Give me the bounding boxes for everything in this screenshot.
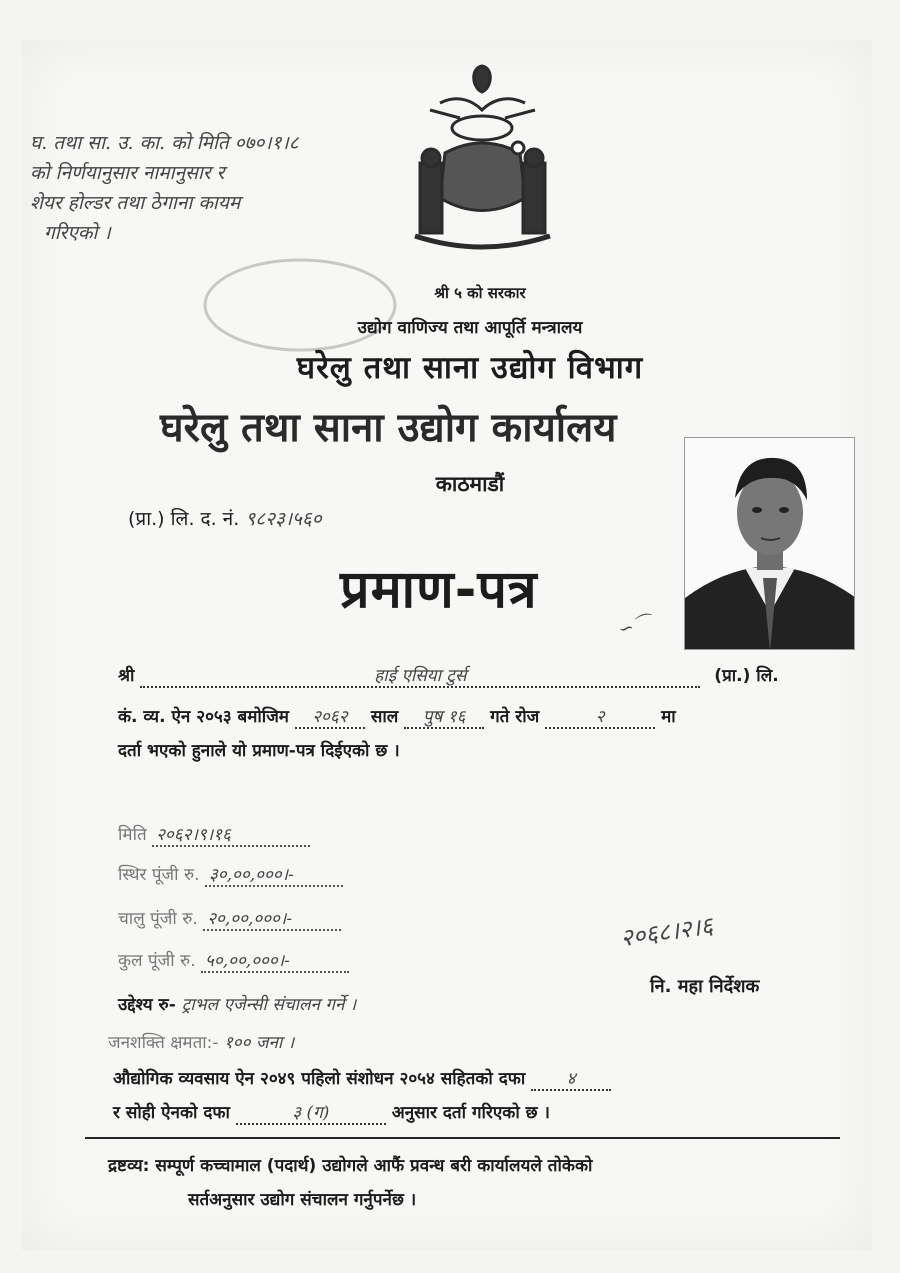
divider-rule: [85, 1137, 840, 1139]
field-value: २०,००,०००।-: [203, 906, 341, 931]
registration-number: [128, 505, 322, 531]
handwritten-note: [30, 128, 430, 248]
department-heading: घरेलु तथा साना उद्योग विभाग: [296, 350, 644, 386]
shree-label: श्री: [118, 666, 135, 686]
faint-stamp-mark: [200, 250, 400, 360]
handwritten-note-line: को निर्णयानुसार नामानुसार र: [30, 162, 225, 184]
purpose-label: उद्देश्य रु-: [118, 995, 176, 1015]
note-line-2: सर्तअनुसार उद्योग संचालन गर्नुपर्नेछ ।: [188, 1190, 417, 1210]
act-text-prefix: र सोही ऐनको दफा: [113, 1103, 230, 1123]
month-suffix: गते रोज: [490, 707, 540, 727]
field-total-capital: [118, 948, 349, 973]
photo-signature: ∽⌒: [616, 612, 654, 641]
field-value: ३०,००,०००।-: [205, 862, 343, 887]
registration-year: २०६२: [295, 704, 365, 729]
act-reference: कं. व्य. ऐन २०५३ बमोजिम: [118, 707, 289, 727]
handwritten-note-line: घ. तथा सा. उ. का. को मिति ०७०।१।८: [30, 132, 299, 154]
body-line-issued: दर्ता भएको हुनाले यो प्रमाण-पत्र दिईएको छ ।: [118, 741, 400, 761]
holder-photo: [684, 437, 855, 650]
field-label: स्थिर पूंजी रु.: [118, 865, 200, 885]
pvt-ltd-label: (प्रा.) लि.: [714, 666, 779, 686]
signatory-title: नि. महा निर्देशक: [650, 976, 760, 997]
signature-scribble: २०६८।२।६: [618, 911, 715, 953]
act-text: औद्योगिक व्यवसाय ऐन २०४९ पहिलो संशोधन २०५४ सहितको दफा: [113, 1069, 526, 1089]
day-suffix: मा: [661, 707, 676, 727]
person-portrait-icon: [685, 438, 855, 650]
city-heading: काठमाडौं: [435, 472, 505, 496]
field-value: ५०,००,०००।-: [201, 948, 349, 973]
handwritten-note-line: गरिएको ।: [44, 222, 111, 244]
registration-value: ९८२३।५६०: [245, 508, 322, 530]
company-name: हाई एसिया टुर्स: [140, 663, 700, 688]
handwritten-note-line: शेयर होल्डर तथा ठेगाना कायम: [30, 192, 241, 214]
certificate-title: प्रमाण-पत्र: [340, 560, 538, 620]
registration-label: (प्रा.) लि. द. नं.: [128, 508, 240, 530]
act-text-suffix: अनुसार दर्ता गरिएको छ ।: [391, 1103, 550, 1123]
government-heading: श्री ५ को सरकार: [434, 284, 526, 302]
field-label: कुल पूंजी रु.: [118, 951, 196, 971]
ministry-heading: उद्योग वाणिज्य तथा आपूर्ति मन्त्रालय: [357, 318, 583, 338]
field-working-capital: [118, 906, 341, 931]
field-date: [118, 822, 310, 847]
act-line-1: [113, 1066, 611, 1091]
field-fixed-capital: [118, 862, 343, 887]
note-line-1: द्रष्टव्य: सम्पूर्ण कच्चामाल (पदार्थ) उद्योगले आफैं प्रवन्ध बरी कार्यालयले तोकेको: [108, 1156, 593, 1176]
manpower-line: [108, 1030, 294, 1053]
manpower-label: जनशक्ति क्षमता:-: [108, 1033, 219, 1053]
registration-day: २: [545, 704, 655, 729]
field-label: चालु पूंजी रु.: [118, 909, 198, 929]
body-line-date: [118, 704, 676, 729]
office-heading: घरेलु तथा साना उद्योग कार्यालय: [160, 405, 617, 451]
field-label: मिति: [118, 825, 147, 845]
act-line-2: [113, 1100, 550, 1125]
manpower-value: १०० जना ।: [223, 1033, 295, 1053]
act-section-2: ३ (ग): [236, 1100, 386, 1125]
registration-month: पुष १६: [404, 704, 484, 729]
purpose-line: [118, 992, 356, 1015]
act-section-1: ४: [531, 1066, 611, 1091]
body-line-company: [118, 663, 779, 688]
field-value: २०६२।९।१६: [152, 822, 310, 847]
year-suffix: साल: [370, 707, 399, 727]
purpose-value: ट्राभल एजेन्सी संचालन गर्ने ।: [181, 995, 357, 1015]
